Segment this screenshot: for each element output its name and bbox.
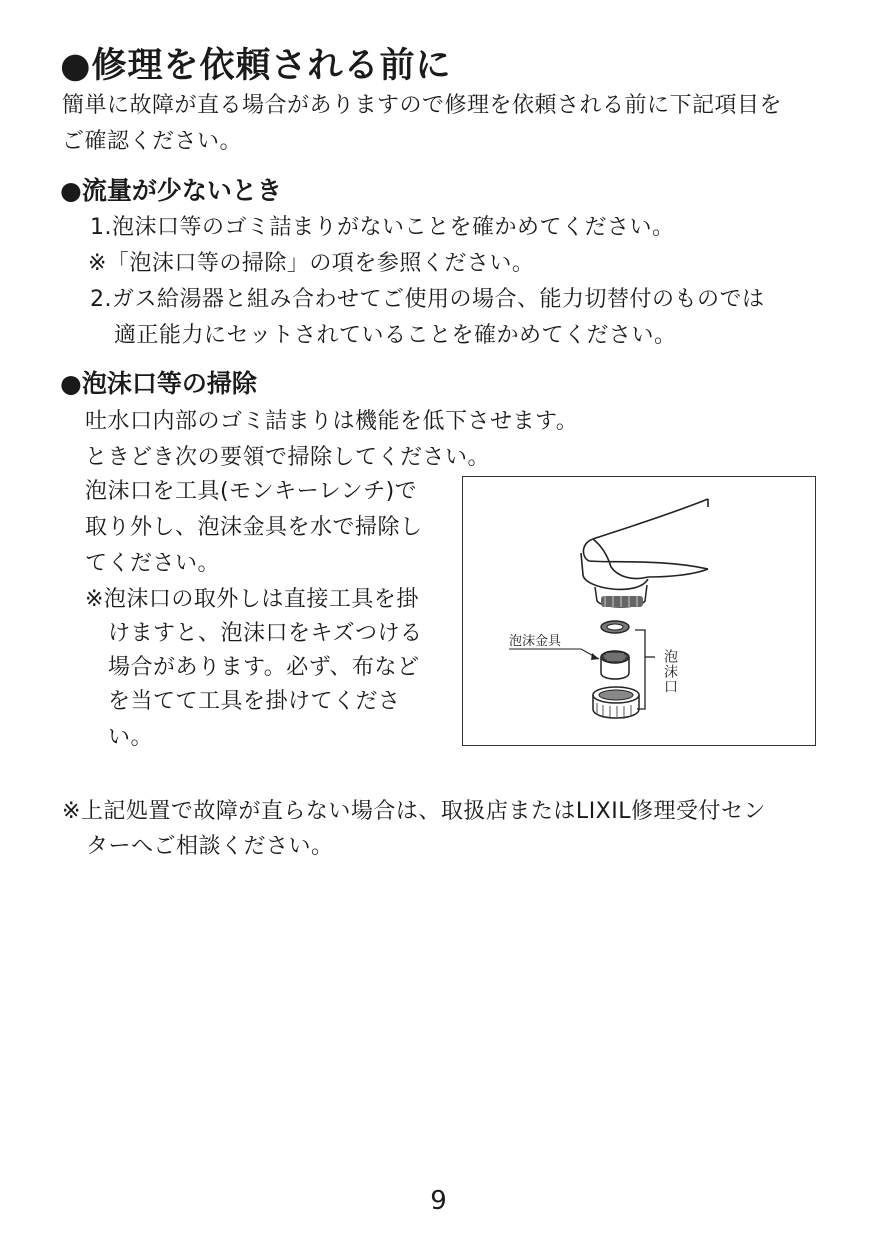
section-heading-aerator-cleaning: ●泡沫口等の掃除	[60, 369, 257, 398]
page-title: ●修理を依頼される前に	[60, 46, 452, 86]
section2-note-5: い。	[108, 725, 154, 750]
intro-line-2: ご確認ください。	[62, 129, 243, 154]
section2-instruction-1: 泡沫口を工具(モンキーレンチ)で	[85, 479, 418, 504]
label-aerator: 泡沫口	[662, 649, 678, 694]
label-aerator-fitting: 泡沫金具	[509, 634, 562, 649]
aerator-body-drawing	[593, 687, 639, 719]
faucet-aerator-illustration	[463, 477, 815, 745]
section2-note-3: 場合があります。必ず、布など	[108, 655, 420, 680]
section-heading-low-flow: ●流量が少ないとき	[60, 176, 282, 205]
section1-note: ※「泡沫口等の掃除」の項を参照ください。	[88, 251, 535, 276]
spout-outlet	[595, 585, 647, 607]
section2-note-1: ※泡沫口の取外しは直接工具を掛	[85, 587, 419, 612]
footer-note-line-1: ※上記処置で故障が直らない場合は、取扱店またはLIXIL修理受付セン	[62, 799, 766, 824]
section2-note-4: を当てて工具を掛けてくださ	[108, 689, 401, 714]
section2-line-1: 吐水口内部のゴミ詰まりは機能を低下させます。	[85, 409, 579, 434]
section1-item-2: 2.ガス給湯器と組み合わせてご使用の場合、能力切替付のものでは	[90, 287, 765, 312]
page-number: 9	[430, 1186, 447, 1216]
section2-instruction-2: 取り外し、泡沫金具を水で掃除し	[85, 515, 423, 540]
aerator-fitting-drawing	[601, 651, 629, 679]
fitting-leader-line	[509, 649, 599, 660]
section2-line-2: ときどき次の要領で掃除してください。	[85, 445, 491, 470]
aerator-figure	[462, 476, 816, 746]
section2-instruction-3: てください。	[85, 551, 221, 576]
gasket-ring-drawing	[601, 621, 629, 633]
section2-note-2: けますと、泡沫口をキズつける	[108, 621, 423, 646]
intro-line-1: 簡単に故障が直る場合がありますので修理を依頼される前に下記項目を	[62, 93, 783, 118]
faucet-spout-drawing	[581, 499, 708, 589]
section1-item-2-cont: 適正能力にセットされていることを確かめてください。	[114, 323, 677, 348]
section1-item-1: 1.泡沫口等のゴミ詰まりがないことを確かめてください。	[90, 215, 675, 240]
footer-note-line-2: ターへご相談ください。	[86, 834, 334, 859]
